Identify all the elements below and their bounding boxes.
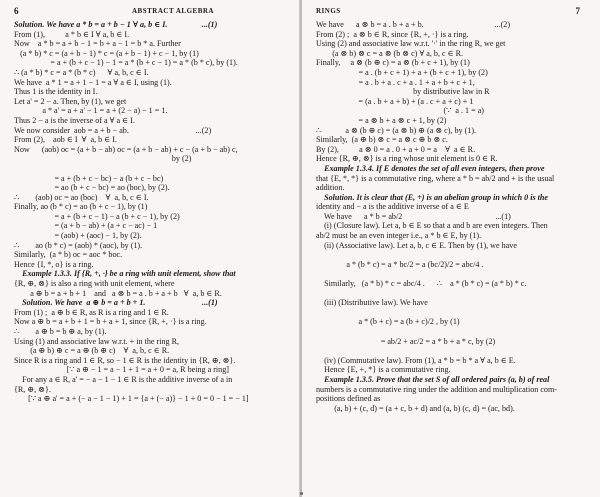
text-line: From (2) ; a ⊗ b ∈ R, since {R, +, ·} is a ring. xyxy=(316,29,469,39)
text-line: = ao (b + c − bc) = ao (boc), by (2). xyxy=(14,183,170,193)
text-line: Example 1.3.3. If {R, +, ·} be a ring with unit element, show that xyxy=(14,269,236,279)
text-line: By (2), a ⊗ 0 = a . 0 + a + 0 = a ∀ a ∈ R. xyxy=(316,144,476,154)
right-page-header xyxy=(316,6,590,20)
text-line xyxy=(316,327,590,337)
page-number: 6 xyxy=(14,6,19,16)
binding-mark xyxy=(300,492,303,495)
text-line: (∵ a . 1 = a) xyxy=(316,106,484,116)
text-line: addition. xyxy=(316,183,345,193)
text-line: that {E, *, *} is a commutative ring, where a * b = ab/2 and + is the usual xyxy=(316,173,555,183)
text-line: Hence {R, ⊕, ⊗} is a ring whose unit element is 0 ∈ R. xyxy=(316,154,498,164)
text-line: (i) (Closure law). Let a, b ∈ E so that a and b are even integers. Then xyxy=(316,221,548,231)
text-line: Using (1) and associative law w.r.t. + in the ring R, xyxy=(14,336,179,346)
text-line: {R, ⊕, ⊗} is also a ring with unit element, where xyxy=(14,279,175,289)
text-line xyxy=(316,308,590,318)
text-line: Hence {E, +, *} is a commutative ring. xyxy=(316,365,451,375)
text-line: Example 1.3.4. If E denotes the set of all even integers, then prove xyxy=(316,163,545,173)
text-line: (a, b) + (c, d) = (a + c, b + d) and (a, b) (c, d) = (ac, bd). xyxy=(316,403,515,413)
text-line: numbers is a commutative ring under the addition and multiplication com- xyxy=(316,384,557,394)
text-line: = a + (b + c − 1) − a (b + c − 1), by (2) xyxy=(14,211,180,221)
left-page-body xyxy=(14,20,288,404)
text-line xyxy=(316,289,590,299)
text-line: a * (b + c) = a (b + c)/2 , by (1) xyxy=(316,317,460,327)
text-line: For any a ∈ R, a' = − a − 1 − 1 ∈ R is the additive inverse of a in xyxy=(14,374,233,384)
text-line: Similarly, (a * b) oc = aoc * boc. xyxy=(14,250,123,260)
running-head: ABSTRACT ALGEBRA xyxy=(132,7,214,15)
text-line: = a ⊗ b + a ⊗ c + 1, by (2) xyxy=(316,115,447,125)
text-line: Now a * b = a + b − 1 = b + a − 1 = b * a. Further xyxy=(14,39,181,49)
text-line: a * a' = a + a' − 1 = a + (2 − a) − 1 = 1. xyxy=(14,106,168,116)
text-line: by (2) xyxy=(14,154,192,164)
text-line: = (aob) + (aoc) − 1, by (2). xyxy=(14,231,142,241)
text-line: Let a' = 2 − a. Then, by (1), we get xyxy=(14,96,127,106)
text-line: = a . b + a . c + a . 1 + a + b + c + 1, xyxy=(316,77,475,87)
text-line: Using (2) and associative law w.r.t. '·' in the ring R, we get xyxy=(316,39,506,49)
text-line: ∴ ao (b * c) = (aob) * (aoc), by (1). xyxy=(14,240,143,250)
text-line: From (1) ; a ⊕ b ∈ R, as R is a ring and 1 ∈ R. xyxy=(14,307,169,317)
text-line: Solution. We have a * b = a + b − 1 ∀ a, b ∈ I. ...(1) xyxy=(14,20,218,29)
text-line: Now a ⊕ b = a + b + 1 = b + a + 1, since {R, +, ·} is a ring. xyxy=(14,317,207,327)
text-line: [∵ a ⊕ a' = a + (− a − 1 − 1) + 1 = {a + (− a)} − 1 + 0 = 0 − 1 = − 1] xyxy=(14,394,249,404)
text-line xyxy=(14,164,288,174)
right-page xyxy=(302,0,600,497)
text-line: We have a ⊗ b = a . b + a + b. ...(2) xyxy=(316,20,511,29)
text-line: = a + (b + c − bc) − a (b + c − bc) xyxy=(14,173,164,183)
text-line: ab/2 must be an even integer i.e., a * b ∈ E, by (1). xyxy=(316,231,482,241)
right-page-body xyxy=(316,20,590,413)
text-line: From (2), aob ∈ I ∀ a, b ∈ I. xyxy=(14,135,117,145)
text-line: We have a * 1 = a + 1 − 1 = a ∀ a ∈ I, using (1). xyxy=(14,77,172,87)
text-line: Similarly, (a * b) * c = abc/4 . ∴ a * (b * c) = (a * b) * c. xyxy=(316,279,527,289)
text-line: Example 1.3.5. Prove that the set S of all ordered pairs (a, b) of real xyxy=(316,374,550,384)
text-line: Finally, a ⊗ (b ⊕ c) = a ⊗ (b + c + 1), by (1) xyxy=(316,58,470,68)
text-line: = (a + b − ab) + (a + c − ac) − 1 xyxy=(14,221,158,231)
text-line: ∴ (aob) oc = ao (boc) ∀ a, b, c ∈ I. xyxy=(14,192,149,202)
text-line: (a ⊗ b) ⊗ c = a ⊗ (b ⊗ c) ∀ a, b, c ∈ R. xyxy=(316,48,464,58)
text-line: ∴ a ⊕ b = b ⊕ a, by (1). xyxy=(14,327,107,336)
left-page-header xyxy=(14,6,288,20)
text-line: ∴ (a * b) * c = a * (b * c) ∀ a, b, c ∈ I. xyxy=(14,67,149,77)
text-line: From (1), a * b ∈ I ∀ a, b ∈ I. xyxy=(14,29,130,39)
text-line: Hence {I, *, o} is a ring. xyxy=(14,259,94,269)
text-line: Now (aob) oc = (a + b − ab) oc = (a + b − ab) + c − (a + b − ab) c, xyxy=(14,144,238,154)
text-line: We have a * b = ab/2 ...(1) xyxy=(316,211,511,221)
text-line: (iii) (Distributive law). We have xyxy=(316,298,428,308)
text-line: ∴ a ⊗ (b ⊕ c) = (a ⊗ b) ⊕ (a ⊗ c), by (1). xyxy=(316,125,477,135)
text-line xyxy=(316,346,590,356)
text-line: = ab/2 + ac/2 = a * b + a * c, by (2) xyxy=(316,336,496,346)
text-line: positions defined as xyxy=(316,394,381,404)
page-number: 7 xyxy=(575,6,580,16)
text-line: Thus 1 is the identity in I. xyxy=(14,87,98,97)
text-line: Solution. It is clear that (E, +) is an abelian group in which 0 is the xyxy=(316,192,548,202)
text-line: a * (b * c) = a * bc/2 = a (bc/2)/2 = abc/4 . xyxy=(316,259,484,269)
text-line: (a ⊕ b) ⊕ c = a ⊕ (b ⊕ c) ∀ a, b, c ∈ R. xyxy=(14,346,170,356)
running-head: RINGS xyxy=(316,7,341,15)
text-line: by distributive law in R xyxy=(316,87,490,97)
text-line: identity and − a is the additive inverse of a ∈ E xyxy=(316,202,469,212)
text-line: We now consider aob = a + b − ab. ...(2) xyxy=(14,125,212,135)
text-line: Since R is a ring and 1 ∈ R, so − 1 ∈ R is the identity in {R, ⊕, ⊗}. xyxy=(14,355,236,365)
text-line: (iv) (Commutative law). From (1), a * b = b * a ∀ a, b ∈ E. xyxy=(316,355,516,365)
text-line: (a * b) * c = (a + b − 1) * c = (a + b − 1) + c − 1, by (1) xyxy=(14,48,199,58)
text-line: Finally, ao (b * c) = ao (b + c − 1), by (1) xyxy=(14,202,148,212)
text-line: = a . (b + c + 1) + a + (b + c + 1), by (2) xyxy=(316,67,488,77)
text-line: [∵ a ⊕ − 1 = a − 1 + 1 = a + 0 = a, R being a ring] xyxy=(14,365,229,375)
text-line xyxy=(316,250,590,260)
text-line: = a + (b + c − 1) − 1 = a * (b + c − 1) = a * (b * c), by (1). xyxy=(14,58,238,68)
text-line: Thus 2 − a is the inverse of a ∀ a ∈ I. xyxy=(14,115,135,125)
text-line: = (a . b + a + b) + (a . c + a + c) + 1 xyxy=(316,96,474,106)
text-line: {R, ⊕, ⊗}. xyxy=(14,384,51,394)
text-line xyxy=(316,269,590,279)
text-line: Similarly, (a ⊕ b) ⊗ c = a ⊗ c ⊕ b ⊗ c. xyxy=(316,135,448,145)
text-line: a ⊕ b = a + b + 1 and a ⊗ b = a . b + a + b ∀ a, b ∈ R. xyxy=(14,288,222,298)
text-line: Solution. We have a ⊕ b = a + b + 1. ...(1) xyxy=(14,298,218,308)
text-line: (ii) (Associative law). Let a, b, c ∈ E. Then by (1), we have xyxy=(316,240,517,250)
